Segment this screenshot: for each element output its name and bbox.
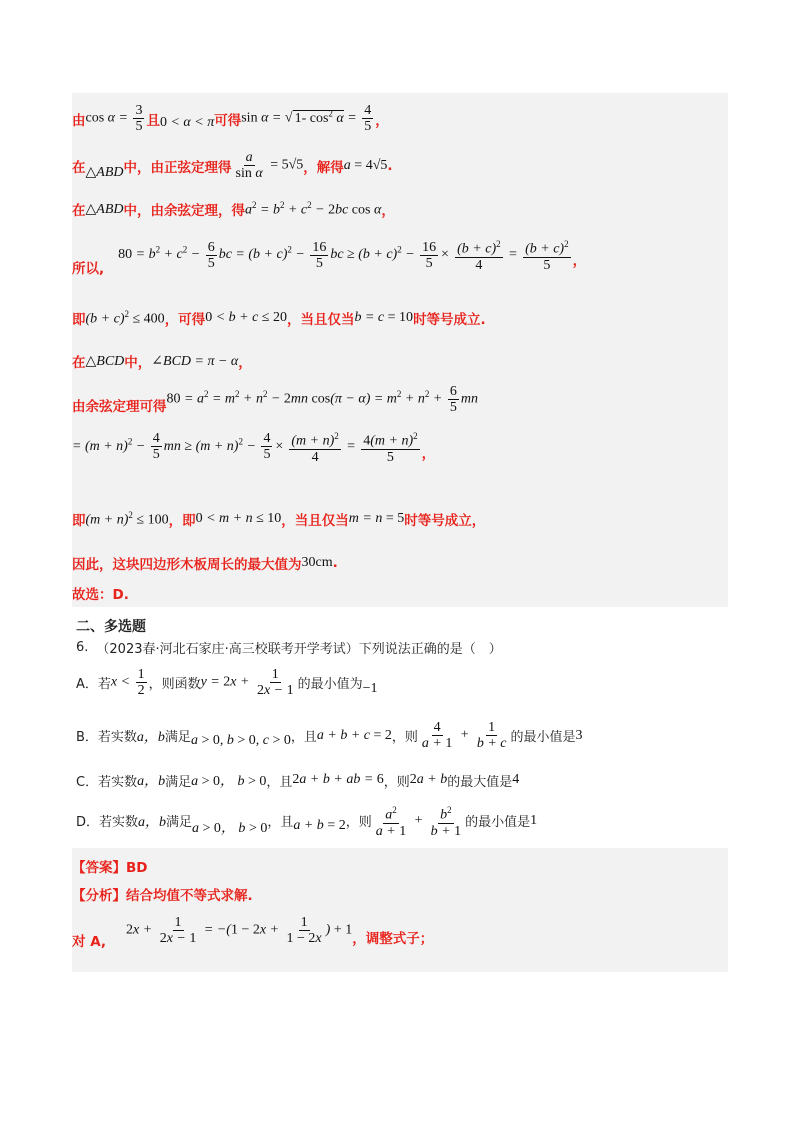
formula: $(b + c)^2 \le 400$ bbox=[85, 308, 165, 327]
formula: 4 bbox=[512, 772, 520, 787]
text: 的最小值是 bbox=[465, 815, 531, 831]
formula: △BCD bbox=[85, 353, 125, 369]
answer-box bbox=[72, 848, 728, 972]
question-stem bbox=[76, 638, 502, 657]
analysis-formula-line bbox=[72, 910, 433, 950]
option-a bbox=[76, 667, 378, 698]
formula: $(m + n)^2 \le 100$ bbox=[85, 509, 169, 528]
text: A．若 bbox=[76, 677, 111, 692]
formula: a > 0， b > 0 bbox=[191, 774, 267, 789]
formula: 2a + b bbox=[409, 772, 448, 787]
text: 故选：D. bbox=[72, 587, 129, 603]
text: ， bbox=[421, 445, 436, 462]
formula: 2x + $\frac{1}{2x - 1}$ = −(1 − 2x + $\frac{1}{1 - 2x}$ ) + 1 bbox=[126, 914, 353, 946]
text: D．若实数 bbox=[76, 815, 139, 831]
text: ，则 bbox=[391, 730, 418, 745]
answer-line bbox=[72, 856, 148, 876]
text: 的最大值是 bbox=[447, 774, 513, 790]
formula: y = 2x + $\frac{1}{2x - 1}$ bbox=[200, 667, 294, 698]
text: 由余弦定理可得 bbox=[72, 399, 167, 415]
formula: 0 < b + c ≤ 20 bbox=[205, 310, 287, 325]
formula: $a^2 = b^2 + c^2 - 2bc$ cos α bbox=[245, 199, 382, 218]
text: 即 bbox=[72, 312, 86, 328]
formula: a，b bbox=[136, 729, 165, 745]
text: ，且 bbox=[290, 730, 317, 745]
formula: ∠BCD = π − α bbox=[151, 353, 239, 369]
text: B．若实数 bbox=[76, 730, 137, 745]
solution-line-11 bbox=[72, 583, 129, 603]
formula: △ABD bbox=[85, 165, 124, 180]
formula: a + b = 2 bbox=[293, 817, 346, 833]
formula: $\frac{a}{\text{sin α}}$ = 5√5 bbox=[235, 150, 304, 181]
text: 所以, bbox=[72, 261, 105, 277]
text: ，则 bbox=[383, 774, 410, 790]
option-d bbox=[76, 803, 537, 839]
solution-line-2 bbox=[72, 150, 393, 181]
solution-line-5 bbox=[72, 308, 486, 328]
question-number: 6. bbox=[76, 640, 89, 655]
text: ，且 bbox=[266, 774, 293, 790]
formula: x < $\frac{1}{2}$ bbox=[110, 667, 145, 698]
text: 由 bbox=[72, 112, 86, 129]
option-b bbox=[76, 720, 583, 751]
text: ，当且仅当 bbox=[281, 513, 349, 529]
text: ，解得 bbox=[303, 159, 344, 176]
solution-box bbox=[72, 93, 728, 607]
text: . bbox=[332, 555, 338, 571]
formula: a，b bbox=[138, 814, 167, 830]
text: ，可得 bbox=[164, 312, 206, 328]
text: 的最小值是 bbox=[510, 730, 576, 745]
formula: −1 bbox=[362, 680, 378, 696]
text: ，则函数 bbox=[148, 677, 201, 692]
formula: 2a + b + ab = 6 bbox=[292, 772, 384, 787]
solution-line-7 bbox=[72, 383, 478, 415]
formula: = $(m + n)^2$ − $\frac{4}{5}$ mn ≥ $(m + n)^2$ − $\frac{4}{5}$ × $\frac{(m + n)^2}{4}$ = $\frac{4(m + n)^2}{5}$ bbox=[72, 431, 418, 465]
formula: a > 0, b > 0, c > 0 bbox=[190, 732, 291, 748]
formula: $80 = b^2 + c^2$ − $\frac{6}{5}$ bc = $(b + c)^2$ − $\frac{16}{5}$ bc ≥ $(b + c)^2$ − $\frac{16}{5}$ × $\frac{(b + c)^2}{4}$ = $\frac{(b + c)^2}{5}$ bbox=[118, 239, 569, 273]
text: 对 A, bbox=[72, 934, 107, 950]
question-source: （2023春·河北石家庄·高三校联考开学考试）下列说法正确的是（ ） bbox=[96, 642, 502, 657]
formula: sin α = √ 1- $\cos^2 \alpha$ = $\frac{4}{5}$ bbox=[241, 103, 372, 134]
option-c bbox=[76, 770, 519, 790]
text: ，调整式子； bbox=[352, 931, 434, 947]
analysis-label: 【分析】结合均值不等式求解. bbox=[72, 888, 253, 904]
text: ，则 bbox=[345, 815, 372, 831]
formula: a > 0， b > 0 bbox=[192, 820, 268, 836]
text: 因此，这块四边形木板周长的最大值为 bbox=[72, 557, 302, 573]
text: ，即 bbox=[168, 513, 196, 529]
solution-line-6 bbox=[72, 351, 252, 371]
formula: 30cm bbox=[301, 555, 333, 570]
text: 中， bbox=[124, 355, 152, 371]
text: 可得 bbox=[214, 112, 242, 129]
text: . bbox=[387, 157, 393, 174]
solution-line-4 bbox=[72, 233, 586, 277]
formula: $\frac{a^2}{a + 1}$ + $\frac{b^2}{b + 1}$ bbox=[375, 805, 462, 839]
text: 满足 bbox=[164, 730, 191, 745]
text: 中，由正弦定理得 bbox=[123, 159, 232, 176]
text: ， bbox=[572, 253, 587, 269]
text: 即 bbox=[72, 513, 86, 529]
text: ， bbox=[381, 203, 395, 219]
formula: 1 bbox=[530, 812, 538, 828]
answer-label: 【答案】BD bbox=[72, 860, 148, 876]
text: 在 bbox=[72, 159, 86, 176]
text: C．若实数 bbox=[76, 774, 138, 790]
section-title: 二、多选题 bbox=[76, 619, 146, 635]
text: 时等号成立， bbox=[404, 513, 486, 529]
formula: 3 bbox=[575, 727, 583, 743]
text: ， bbox=[375, 112, 389, 129]
text: 满足 bbox=[166, 815, 193, 831]
text: 中，由余弦定理，得 bbox=[123, 203, 245, 219]
text: 在 bbox=[72, 203, 86, 219]
formula: 0 < m + n ≤ 10 bbox=[195, 511, 282, 526]
formula: m = n = 5 bbox=[348, 511, 405, 526]
formula: a + b + c = 2 bbox=[316, 727, 392, 743]
formula: 0 < α < π bbox=[159, 114, 215, 130]
formula: $\frac{4}{a + 1}$ + $\frac{1}{b + c}$ bbox=[421, 720, 507, 751]
solution-line-10 bbox=[72, 553, 338, 573]
formula: cos α = $\frac{3}{5}$ bbox=[85, 103, 143, 134]
text: ，且 bbox=[267, 815, 294, 831]
text: 时等号成立. bbox=[413, 312, 486, 328]
formula: a，b bbox=[137, 774, 166, 789]
formula: b = c = 10 bbox=[354, 310, 414, 325]
formula: a = 4√5 bbox=[343, 157, 388, 173]
text: ，当且仅当 bbox=[286, 312, 355, 328]
solution-line-8 bbox=[72, 429, 435, 465]
analysis-line bbox=[72, 884, 253, 904]
solution-line-3 bbox=[72, 199, 395, 219]
text: 满足 bbox=[165, 774, 192, 790]
text: 在 bbox=[72, 355, 86, 371]
formula: $80 = a^2 = m^2 + n^2 - 2mn$ $\cos(\pi - \alpha) = m^2 + n^2$ + $\frac{6}{5}$ mn bbox=[166, 383, 478, 415]
text: 且 bbox=[146, 112, 160, 129]
text: ， bbox=[238, 355, 252, 371]
solution-line-1 bbox=[72, 103, 389, 134]
solution-line-9 bbox=[72, 509, 485, 529]
text: 的最小值为 bbox=[297, 677, 363, 692]
formula: △ABD bbox=[85, 201, 124, 217]
